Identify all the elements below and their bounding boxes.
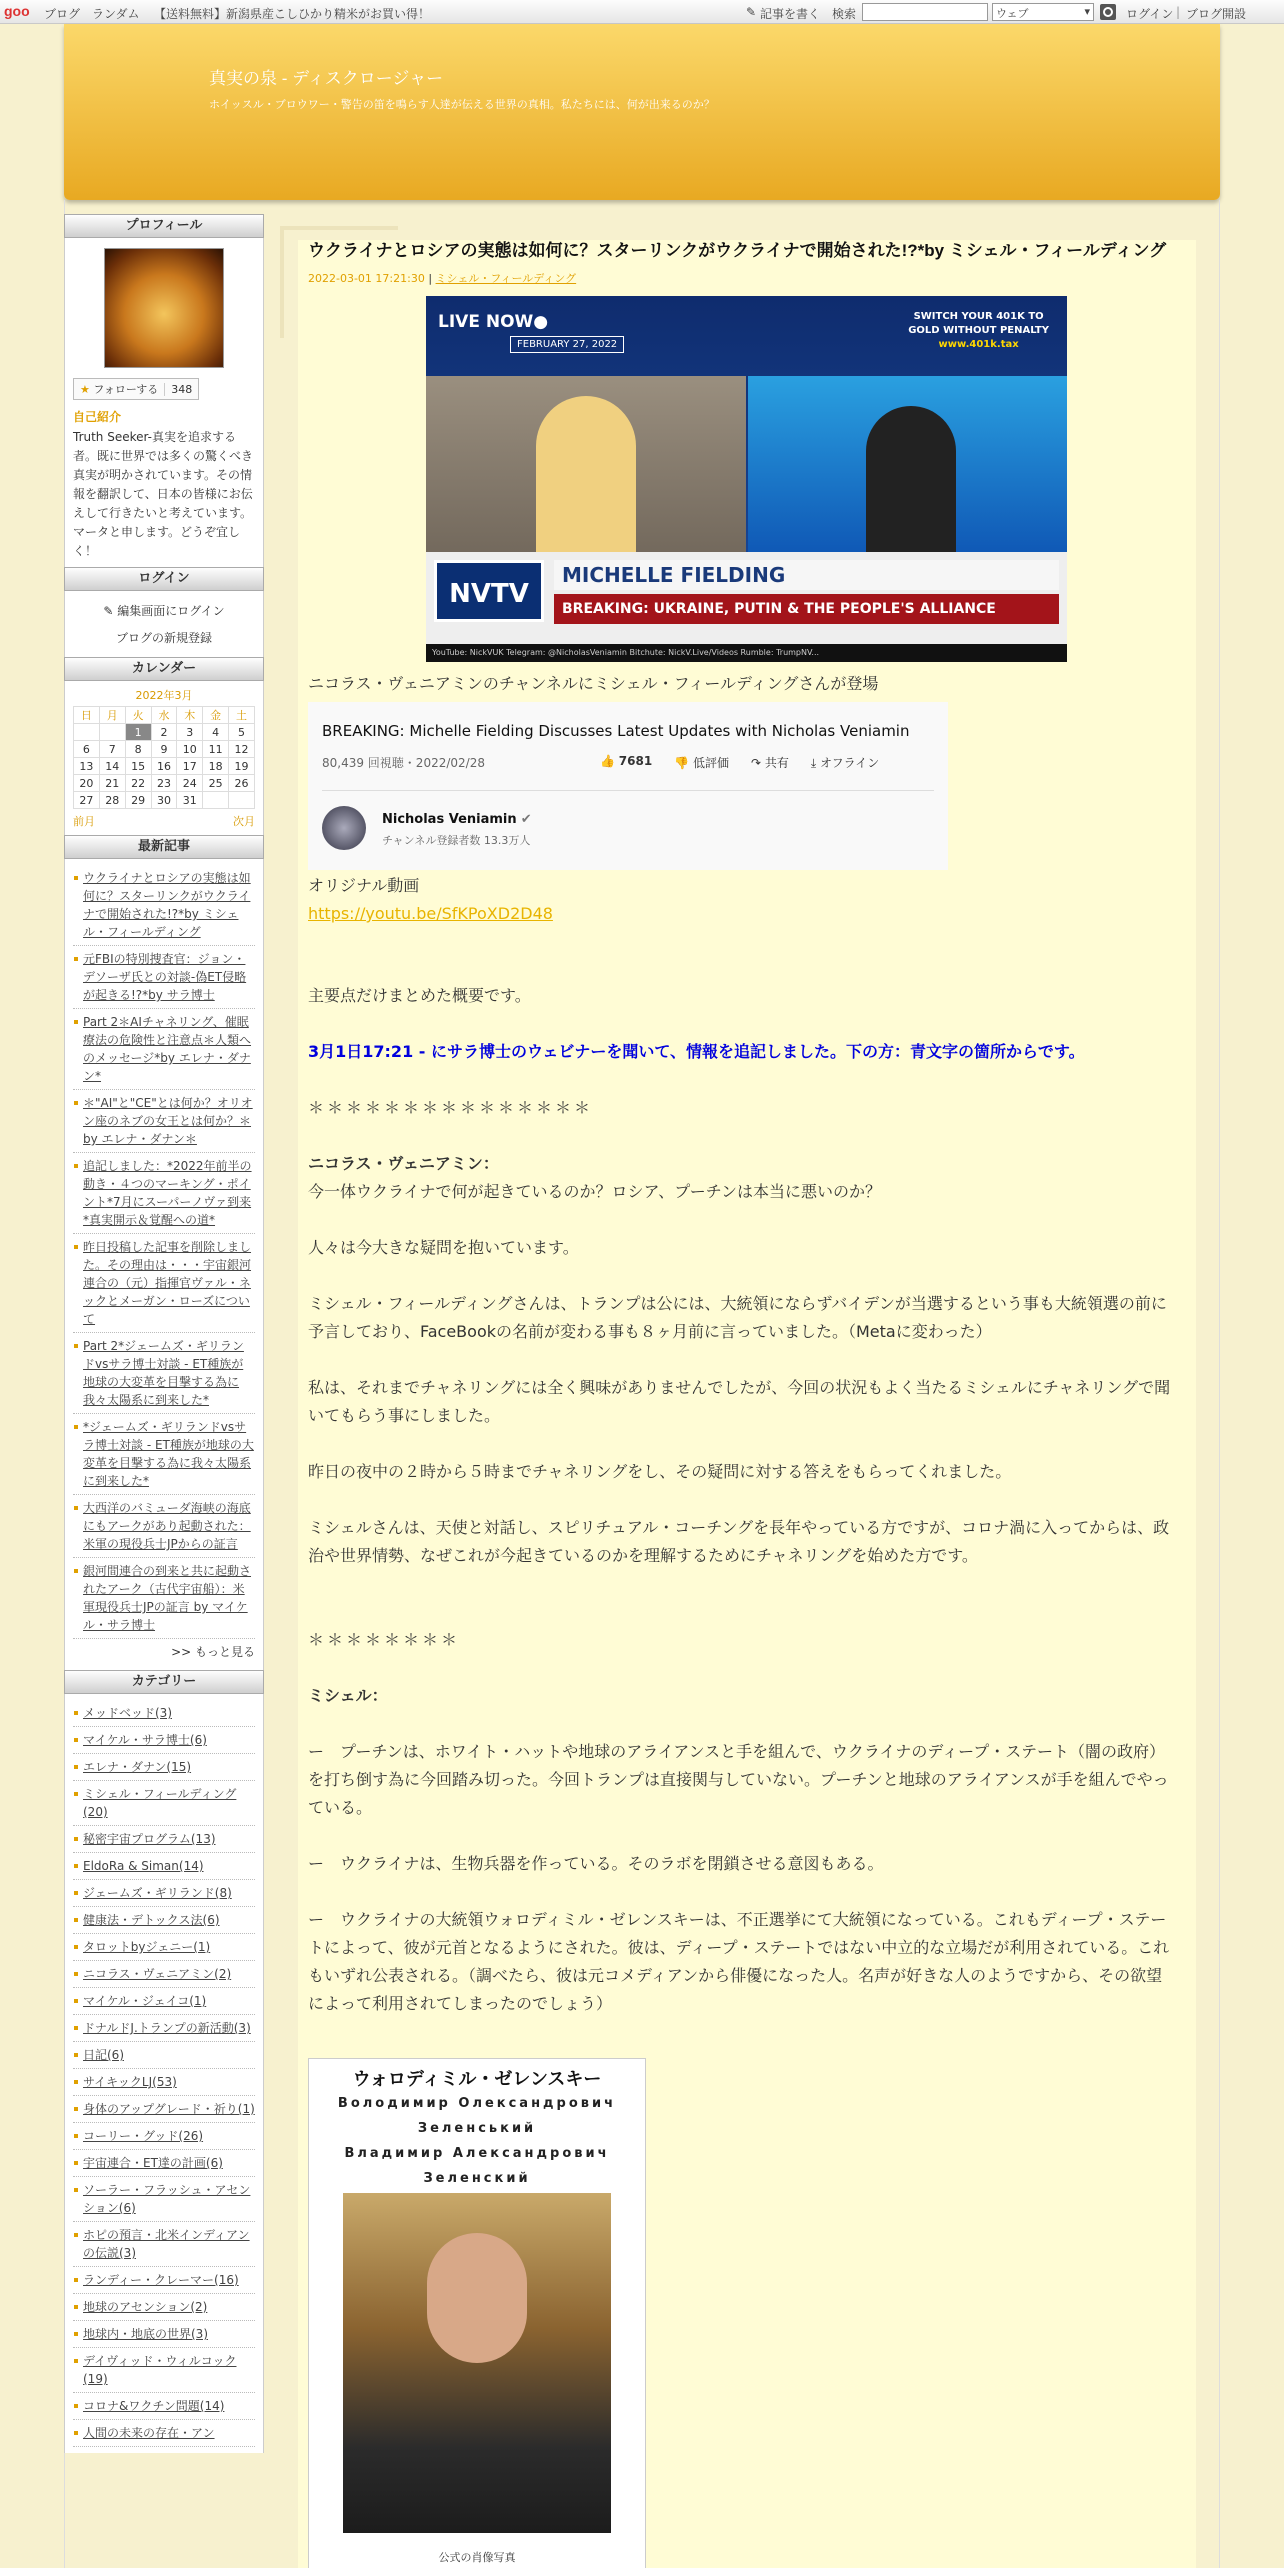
calendar-day[interactable]: 23 [151, 775, 177, 792]
category-link[interactable]: ホピの預言・北米インディアンの伝説(3) [83, 2228, 250, 2260]
calendar-day[interactable]: 16 [151, 758, 177, 775]
portrait-name-ru-2: Зеленский [423, 2171, 531, 2186]
star-icon: ★ [80, 383, 90, 396]
divider [322, 790, 934, 791]
profile-box [64, 238, 264, 567]
category-item [73, 1754, 255, 1781]
more-link[interactable]: >> もっと見る [171, 1645, 255, 1659]
calendar-day-header: 月 [99, 707, 125, 724]
calendar-day [99, 724, 125, 741]
host-figure [866, 406, 956, 566]
recent-item-link[interactable]: 銀河間連合の到来と共に起動されたアーク（古代宇宙船）：米軍現役兵士JPの証言 by マイケル・サラ博士 [83, 1564, 252, 1632]
login-link[interactable]: ログイン [1126, 7, 1174, 21]
speaker-michelle: ミシェル： [308, 1686, 388, 1705]
register-link[interactable]: ブログの新規登録 [115, 631, 212, 645]
guest-figure [536, 396, 636, 566]
youtube-link[interactable]: https://youtu.be/SfKPoXD2D48 [308, 904, 553, 923]
calendar-day-header: 水 [151, 707, 177, 724]
category-link[interactable]: サイキックLJ(53) [83, 2075, 177, 2089]
paragraph: 私は、それまでチャネリングには全く興味がありませんでしたが、今回の状況もよく当たるミシェルにチャネリングで聞いてもらう事にしました。 [308, 1378, 1171, 1425]
thumb-up-icon: 👍 [600, 754, 615, 768]
speaker-nicholas: ニコラス・ヴェニアミン： [308, 1154, 499, 1173]
category-link[interactable]: ドナルドJ.トランプの新活動(3) [83, 2021, 251, 2035]
next-month-link[interactable]: 次月 [233, 815, 255, 828]
recent-item [73, 1234, 255, 1333]
recent-item-link[interactable]: ウクライナとロシアの実態は如何に？スターリンクがウクライナで開始された!?*by ミシェル・フィールディング [83, 871, 251, 939]
live-badge: LIVE NOW● [438, 312, 549, 332]
recent-heading: 最新記事 [64, 835, 264, 859]
nvtv-logo: NVTV [434, 560, 544, 622]
ad-line-2: GOLD WITHOUT PENALTY [908, 325, 1049, 336]
calendar-day[interactable]: 22 [125, 775, 151, 792]
calendar-day[interactable]: 31 [177, 792, 203, 809]
category-link[interactable]: 地球のアセンション(2) [83, 2300, 208, 2314]
category-item [73, 1988, 255, 2015]
category-link[interactable]: メッドベッド(3) [83, 1706, 172, 1720]
category-item [73, 1826, 255, 1853]
separator-stars: ＊＊＊＊＊＊＊＊ [308, 1630, 461, 1649]
search-input[interactable] [862, 3, 988, 21]
calendar-day[interactable]: 29 [125, 792, 151, 809]
post [298, 240, 1196, 2568]
category-link[interactable]: コーリー・グッド(26) [83, 2129, 204, 2143]
recent-item-link[interactable]: Part 2＊AIチャネリング、催眠療法の危険性と注意点＊人類へのメッセージ*by エレナ・ダナン* [83, 1015, 252, 1083]
category-link[interactable]: ニコラス・ヴェニアミン(2) [83, 1967, 232, 1981]
category-link[interactable]: 身体のアップグレード・祈り(1) [83, 2102, 255, 2116]
recent-item [73, 1090, 255, 1153]
category-link[interactable]: エレナ・ダナン(15) [83, 1760, 192, 1774]
write-article-link[interactable]: 記事を書く [760, 7, 821, 21]
divider: | [1176, 5, 1181, 19]
channel-name[interactable] [382, 812, 532, 827]
category-link[interactable]: 宇宙連合・ET達の計画(6) [83, 2156, 223, 2170]
promo-link[interactable]: 【送料無料】新潟県産こしひかり精米がお買い得！ [154, 7, 431, 21]
category-link[interactable]: ジェームズ・ギリランド(8) [83, 1886, 232, 1900]
login-heading: ログイン [64, 567, 264, 591]
recent-item [73, 1009, 255, 1090]
category-item [73, 1700, 255, 1727]
verified-icon: ✔ [520, 812, 532, 827]
calendar-day[interactable]: 8 [125, 741, 151, 758]
top-bar [0, 0, 1284, 24]
recent-item-link[interactable]: 昨日投稿した記事を削除しました。その理由は・・・宇宙銀河連合の（元）指揮官ヴァル・ネックとメーガン・ローズについて [83, 1240, 252, 1326]
download-icon: ⤓ [810, 756, 817, 770]
share-icon: ↷ [750, 756, 762, 770]
follow-button[interactable] [73, 378, 199, 400]
intro-text: Truth Seeker-真実を追求する者。既に世界では多くの驚くべき真実が明かされています。その情報を翻訳して、日本の皆様にお伝えして行きたいと考えています。マータと申します。どうぞ宜しく！ [73, 430, 254, 558]
paragraph: 今一体ウクライナで何が起きているのか？ロシア、プーチンは本当に悪いのか？ [308, 1182, 881, 1201]
calendar-heading: カレンダー [64, 657, 264, 681]
chevron-down-icon: ▾ [1084, 5, 1090, 18]
category-item [73, 2015, 255, 2042]
sidebar [64, 214, 264, 2453]
profile-heading: プロフィール [64, 214, 264, 238]
calendar-day[interactable]: 5 [229, 724, 255, 741]
category-item [73, 2123, 255, 2150]
recent-list [73, 865, 255, 1639]
post-meta [308, 270, 1176, 286]
category-item [73, 1961, 255, 1988]
category-link[interactable]: ランディー・クレーマー(16) [83, 2273, 239, 2287]
category-item [73, 2042, 255, 2069]
recent-item [73, 946, 255, 1009]
pencil-icon: ✎ [746, 5, 757, 19]
category-heading: カテゴリー [64, 1670, 264, 1694]
update-notice: 3月1日17:21 - にサラ博士のウェビナーを聞いて、情報を追記しました。下の方：青文字の箇所からです。 [308, 1042, 1085, 1061]
portrait-name-uk: Володимир Олександрович [337, 2096, 617, 2111]
separator-stars: ＊＊＊＊＊＊＊＊＊＊＊＊＊＊＊ [308, 1098, 594, 1117]
calendar-day[interactable]: 3 [177, 724, 203, 741]
category-item [73, 2348, 255, 2393]
recent-box [64, 859, 264, 1670]
category-item [73, 2420, 255, 2447]
yt-views: 80,439 回視聴・2022/02/28 [322, 756, 485, 770]
site-title[interactable]: 真実の泉 - ディスクロージャー [209, 69, 444, 88]
edit-login-link[interactable]: 編集画面にログイン [117, 604, 225, 618]
nav-random-link[interactable]: ランダム [92, 7, 140, 21]
search-scope-select[interactable] [992, 3, 1094, 21]
calendar-day [229, 792, 255, 809]
portrait-name-jp: ウォロディミル・ゼレンスキー [352, 2069, 602, 2090]
recent-item-link[interactable]: Part 2*ジェームズ・ギリランドvsサラ博士対談 - ET種族が地球の大変革を目撃する為に我々太陽系に到来した* [83, 1339, 244, 1407]
calendar-day[interactable]: 9 [151, 741, 177, 758]
recent-item-link[interactable]: ＊"AI"と"CE"とは何か？オリオン座のネブの女王とは何か？＊by エレナ・ダナン＊ [83, 1096, 253, 1146]
lower-third [426, 552, 1067, 644]
search-icon[interactable] [1100, 4, 1116, 20]
recent-item-link[interactable]: 元FBIの特別捜査官：ジョン・デソーザ氏との対談-偽ET侵略が起きる!?*by サラ博士 [83, 952, 247, 1002]
dislike-label: 低評価 [692, 756, 729, 770]
category-link[interactable]: マイケル・サラ博士(6) [83, 1733, 207, 1747]
portrait-face [427, 2233, 527, 2363]
recent-item [73, 865, 255, 946]
category-item [73, 1880, 255, 1907]
category-link[interactable]: ソーラー・フラッシュ・アセンション(6) [83, 2183, 251, 2215]
summary-line: 主要点だけまとめた概要です。 [308, 986, 531, 1005]
category-item [73, 1853, 255, 1880]
category-item [73, 2294, 255, 2321]
calendar-day[interactable]: 26 [229, 775, 255, 792]
video-footer: YouTube: NickVUK Telegram: @NicholasVeniamin Bitchute: NickV.Live/Videos Rumble: TrumpNV... [426, 644, 1067, 662]
recent-item [73, 1495, 255, 1558]
paragraph: 人々は今大きな疑問を抱いています。 [308, 1238, 579, 1257]
pencil-icon: ✎ [103, 604, 114, 618]
frame-right [1219, 200, 1220, 2568]
share-button[interactable] [751, 754, 789, 771]
ad-url: www.401k.tax [938, 339, 1019, 350]
nav-blog-link[interactable]: ブログ [44, 7, 81, 21]
zelensky-portrait [308, 2058, 646, 2568]
category-item [73, 1727, 255, 1754]
recent-item-link[interactable]: *ジェームズ・ギリランドvsサラ博士対談 - ET種族が地球の大変革を目撃する為に我々太陽系に到来した* [83, 1420, 254, 1488]
calendar-day-header: 金 [203, 707, 229, 724]
category-item [73, 2321, 255, 2348]
site-header [64, 24, 1220, 200]
portrait-name-ru: Владимир Александрович [344, 2146, 610, 2161]
yt-title: BREAKING: Michelle Fielding Discusses Latest Updates with Nicholas Veniamin [322, 722, 910, 740]
open-blog-link[interactable]: ブログ開設 [1186, 7, 1247, 21]
calendar-day-header: 土 [229, 707, 255, 724]
calendar-day[interactable]: 19 [229, 758, 255, 775]
category-item [73, 2267, 255, 2294]
category-link[interactable]: コロナ&ワクチン問題(14) [83, 2399, 225, 2413]
category-item [73, 2222, 255, 2267]
calendar-day [203, 792, 229, 809]
category-link[interactable]: 人間の未来の存在・アン [83, 2426, 215, 2440]
paragraph: 昨日の夜中の２時から５時までチャネリングをし、その疑問に対する答えをもらってくれました。 [308, 1462, 1012, 1481]
calendar-day[interactable]: 10 [177, 741, 203, 758]
calendar-day[interactable]: 15 [125, 758, 151, 775]
youtube-card[interactable] [308, 702, 948, 870]
calendar-day [74, 724, 100, 741]
calendar-day[interactable]: 20 [74, 775, 100, 792]
calendar-day[interactable]: 6 [74, 741, 100, 758]
offline-label: オフライン [820, 756, 880, 770]
breaking-banner: BREAKING: UKRAINE, PUTIN & THE PEOPLE'S ALLIANCE [554, 594, 1059, 624]
calendar-day[interactable]: 17 [177, 758, 203, 775]
orig-label: オリジナル動画 [308, 876, 420, 895]
share-label: 共有 [764, 756, 789, 770]
recent-item-link[interactable]: 大西洋のバミューダ海峡の海底にもアークがあり起動された：米軍の現役兵士JPからの証言 [83, 1501, 251, 1551]
follow-count: 348 [164, 383, 192, 396]
guest-name: MICHELLE FIELDING [554, 560, 1059, 590]
category-link[interactable]: タロットbyジェニー(1) [83, 1940, 211, 1954]
paragraph: ー プーチンは、ホワイト・ハットや地球のアライアンスと手を組んで、ウクライナのディープ・ステート（闇の政府）を打ち倒す為に今回踏み切った。今回トランプは直接関与していない。プーチンと地球のアライアンスが手を組んでやっている。 [308, 1742, 1169, 1817]
paragraph: ミシェルさんは、天使と対話し、スピリチュアル・コーチングを長年やっている方ですが、コロナ渦に入ってからは、政治や世界情勢、なぜこれが今起きているのかを理解するためにチャネリングを始めた方です。 [308, 1518, 1170, 1565]
post-category-link[interactable]: ミシェル・フィールディング [435, 272, 577, 285]
category-item [73, 2177, 255, 2222]
calendar-day[interactable]: 11 [203, 741, 229, 758]
calendar-day[interactable]: 2 [151, 724, 177, 741]
calendar-month: 2022年3月 [135, 689, 193, 702]
calendar-day-header: 火 [125, 707, 151, 724]
recent-item-link[interactable]: 追記しました：*2022年前半の動き・４つのマーキング・ポイント*7月にスーパーノヴァ到来*真実開示＆覚醒への道* [83, 1159, 252, 1227]
category-link[interactable]: 地球内・地底の世界(3) [83, 2327, 208, 2341]
calendar-day[interactable]: 27 [74, 792, 100, 809]
like-count: 7681 [618, 754, 653, 768]
calendar-day[interactable]: 14 [99, 758, 125, 775]
calendar-day[interactable]: 30 [151, 792, 177, 809]
category-link[interactable]: EldoRa & Siman(14) [83, 1859, 204, 1873]
category-item [73, 2393, 255, 2420]
calendar-day[interactable]: 18 [203, 758, 229, 775]
channel-avatar[interactable] [322, 806, 366, 850]
video-thumbnail[interactable] [426, 296, 1067, 662]
calendar-day[interactable]: 25 [203, 775, 229, 792]
portrait-caption: 公式の肖像写真 [438, 2551, 516, 2564]
calendar-box [64, 681, 264, 835]
category-item [73, 2150, 255, 2177]
category-item [73, 2096, 255, 2123]
prev-month-link[interactable]: 前月 [73, 815, 95, 828]
calendar-day[interactable]: 1 [125, 724, 151, 741]
search-scope-value: ウェブ [996, 7, 1029, 20]
calendar-day-header: 日 [74, 707, 100, 724]
portrait-photo [343, 2193, 611, 2533]
calendar-day[interactable]: 28 [99, 792, 125, 809]
meta-separator: | [428, 272, 433, 285]
post-title[interactable]: ウクライナとロシアの実態は如何に？スターリンクがウクライナで開始された!?*by ミシェル・フィールディング [308, 241, 1167, 260]
paragraph: ー ウクライナは、生物兵器を作っている。そのラボを閉鎖させる意図もある。 [308, 1854, 884, 1873]
intro-line: ニコラス・ヴェニアミンのチャンネルにミシェル・フィールディングさんが登場 [308, 674, 879, 693]
recent-item [73, 1414, 255, 1495]
calendar-day[interactable]: 12 [229, 741, 255, 758]
post-date: 2022-03-01 17:21:30 [308, 272, 425, 285]
category-link[interactable]: ミシェル・フィールディング(20) [83, 1787, 237, 1819]
category-link[interactable]: デイヴィッド・ウィルコック(19) [83, 2354, 237, 2386]
recent-item [73, 1153, 255, 1234]
calendar-day[interactable]: 4 [203, 724, 229, 741]
recent-item [73, 1333, 255, 1414]
category-list [73, 1700, 255, 2447]
category-item [73, 1934, 255, 1961]
paragraph: ミシェル・フィールディングさんは、トランプは公には、大統領にならずバイデンが当選するという事も大統領選の前に予言しており、FaceBookの名前が変わる事も８ヶ月前に言っていました。（Metaに変わった） [308, 1294, 1167, 1341]
portrait-name-uk-2: Зеленський [417, 2121, 537, 2136]
video-date: FEBRUARY 27, 2022 [510, 336, 624, 353]
category-link[interactable]: 秘密宇宙プログラム(13) [83, 1832, 216, 1846]
calendar-table [73, 706, 255, 809]
offline-button[interactable] [811, 754, 879, 771]
video-ad [908, 310, 1049, 352]
category-link[interactable]: 健康法・デトックス法(6) [83, 1913, 220, 1927]
calendar-day[interactable]: 24 [177, 775, 203, 792]
avatar[interactable] [104, 248, 224, 368]
goo-logo[interactable]: goo [4, 3, 30, 19]
calendar-day[interactable]: 7 [99, 741, 125, 758]
paragraph: ー ウクライナの大統領ウォロディミル・ゼレンスキーは、不正選挙にて大統領になっている。これもディープ・ステートによって、彼が元首となるようにされた。彼は、ディープ・ステートではない中立的な立場だが利用されている。これもいずれ公表される。（調べたら、彼は元コメディアンから俳優になった人。名声が好きな人のようですから、その欲望によって利用されてしまったのでしょう） [308, 1910, 1170, 2013]
dislike-button[interactable] [674, 754, 729, 771]
search-label: 検索 [832, 7, 857, 21]
category-box [64, 1694, 264, 2453]
site-description: ホイッスル・ブロウワー・警告の笛を鳴らす人達が伝える世界の真相。私たちには、何が出来るのか？ [209, 98, 715, 111]
thumb-down-icon: 👎 [674, 756, 690, 770]
intro-heading: 自己紹介 [73, 410, 122, 424]
category-link[interactable]: マイケル・ジェイコ(1) [83, 1994, 207, 2008]
category-item [73, 1907, 255, 1934]
login-box [64, 591, 264, 657]
calendar-day[interactable]: 21 [99, 775, 125, 792]
category-item [73, 2069, 255, 2096]
channel-subs: チャンネル登録者数 13.3万人 [382, 834, 531, 847]
like-button[interactable] [600, 754, 652, 771]
calendar-day-header: 木 [177, 707, 203, 724]
calendar-day[interactable]: 13 [74, 758, 100, 775]
category-link[interactable]: 日記(6) [83, 2048, 124, 2062]
follow-label: フォローする [93, 383, 159, 396]
channel-name-text: Nicholas Veniamin [382, 812, 517, 827]
ad-line-1: SWITCH YOUR 401K TO [913, 311, 1044, 322]
category-item [73, 1781, 255, 1826]
recent-item [73, 1558, 255, 1639]
